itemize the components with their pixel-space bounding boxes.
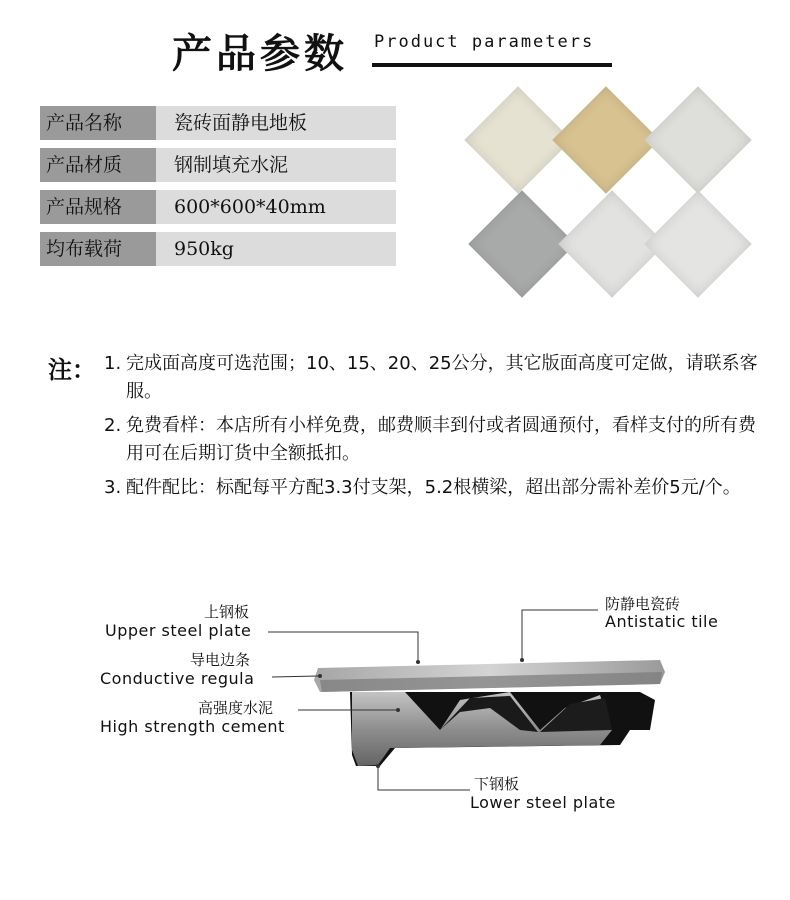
tile-swatch-speckled-light [644,190,751,297]
label-conductive-cn: 导电边条 [190,651,251,669]
title-underline [372,63,612,67]
spec-value: 950kg [174,238,234,260]
label-antistatic-en: Antistatic tile [605,612,719,631]
page-title: 产品参数 [172,31,348,77]
label-antistatic-cn: 防静电瓷砖 [605,595,681,613]
note-number: 3. [104,477,122,498]
cross-section-diagram [0,580,790,840]
note-text: 完成面高度可选范围；10、15、20、25公分，其它版面高度可定做，请联系客服。 [126,353,758,402]
spec-value: 瓷砖面静电地板 [174,112,308,134]
note-item [104,412,768,468]
spec-value: 钢制填充水泥 [174,154,289,176]
note-item [104,474,768,502]
spec-row-load [40,232,396,266]
tile-swatch-light-gray [644,86,751,193]
note-text: 免费看样：本店所有小样免费，邮费顺丰到付或者圆通预付，看样支付的所有费用可在后期订货中全额抵扣。 [126,415,756,464]
page-subtitle: Product parameters [374,32,595,52]
spec-table [40,106,396,274]
spec-row-material [40,148,396,182]
spec-key: 产品材质 [40,148,156,182]
label-conductive-en: Conductive regula [100,669,255,688]
spec-key: 产品名称 [40,106,156,140]
label-cement-cn: 高强度水泥 [198,699,274,717]
note-text: 配件配比：标配每平方配3.3付支架，5.2根横梁，超出部分需补差价5元/个。 [126,477,741,498]
label-cement-en: High strength cement [100,717,285,736]
tile-swatches [464,96,754,316]
notes-section [48,350,768,508]
note-item [104,350,768,406]
label-lower-steel-en: Lower steel plate [470,793,616,812]
spec-key: 产品规格 [40,190,156,224]
notes-label: 注： [48,356,96,384]
spec-key: 均布载荷 [40,232,156,266]
note-number: 2. [104,415,122,436]
note-number: 1. [104,353,122,374]
label-upper-steel-en: Upper steel plate [105,621,252,640]
spec-row-name [40,106,396,140]
spec-row-size [40,190,396,224]
label-lower-steel-cn: 下钢板 [474,775,520,793]
spec-value: 600*600*40mm [174,196,326,218]
label-upper-steel-cn: 上钢板 [204,603,250,621]
